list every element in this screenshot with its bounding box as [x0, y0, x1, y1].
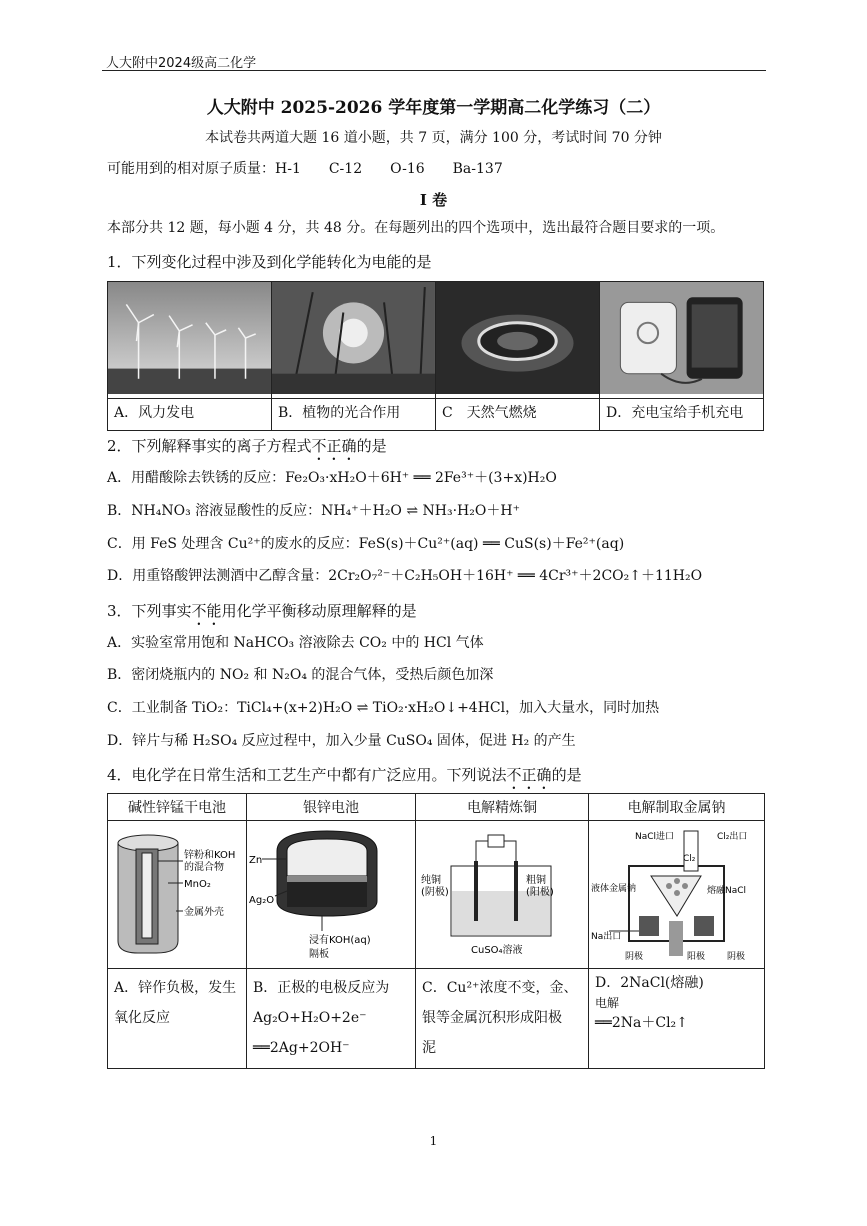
- power-bank-photo: [599, 282, 763, 399]
- q1-option-c: C 天然气燃烧: [435, 399, 599, 431]
- q3-option-a: A．实验室常用饱和 NaHCO₃ 溶液除去 CO₂ 中的 HCl 气体: [107, 635, 484, 651]
- q2-emphasis: 不正确: [311, 437, 357, 455]
- q2-option-b: B．NH₄NO₃ 溶液显酸性的反应：NH₄⁺＋H₂O ⇌ NH₃·H₂O＋H⁺: [107, 503, 520, 519]
- refine-label-anode: (阳极): [526, 887, 554, 898]
- q4-header-2: 银锌电池: [247, 794, 416, 821]
- wind-turbine-photo: [108, 282, 272, 399]
- q4-table: [107, 793, 765, 1069]
- q2-option-d: D．用重铬酸钾法测酒中乙醇含量：2Cr₂O₇²⁻＋C₂H₅OH＋16H⁺ ══ 4Cr³⁺＋2CO₂↑＋11H₂O: [107, 568, 703, 584]
- q1-option-a: A．风力发电: [108, 399, 272, 431]
- sodium-electrolysis-diagram: [589, 821, 765, 969]
- battery-label-3: MnO₂: [184, 879, 211, 890]
- q3-emphasis: 不能: [191, 602, 222, 620]
- refine-label-crude: 粗铜: [526, 875, 546, 886]
- q1-option-d: D．充电宝给手机充电: [599, 399, 763, 431]
- copper-refining-diagram: [416, 821, 589, 969]
- refine-label-cathode: (阴极): [421, 887, 449, 898]
- silver-label-koh: 浸有KOH(aq): [309, 935, 371, 946]
- q3-stem: 3．下列事实不能用化学平衡移动原理解释的是: [107, 602, 417, 620]
- q4-stem: 4．电化学在日常生活和工艺生产中都有广泛应用。下列说法不正确的是: [107, 766, 582, 784]
- q2-option-c: C．用 FeS 处理含 Cu²⁺的废水的反应：FeS(s)＋Cu²⁺(aq) ══ CuS(s)＋Fe²⁺(aq): [107, 536, 625, 552]
- sodium-label-molten: 熔融NaCl: [707, 886, 747, 896]
- section-description: 本部分共 12 题，每小题 4 分，共 48 分。在每题列出的四个选项中，选出最符合题目要求的一项。: [107, 220, 725, 236]
- alkaline-battery-diagram: [108, 821, 247, 969]
- sodium-label-nacl-in: NaCl进口: [635, 832, 675, 842]
- sodium-label-anode: 阳极: [687, 952, 706, 962]
- q4-option-c: C．Cu²⁺浓度不变，金、 银等金属沉积形成阳极 泥: [416, 969, 589, 1069]
- q1-table: [107, 281, 764, 431]
- sodium-label-cathode-right: 阴极: [727, 952, 746, 962]
- sodium-label-na-out: Na出口: [591, 932, 622, 942]
- q4-option-d: D．2NaCl(熔融) 电解 ══2Na＋Cl₂↑: [589, 969, 765, 1069]
- sodium-label-liquid-na: 液体金属钠: [591, 884, 637, 894]
- q3-option-b: B．密闭烧瓶内的 NO₂ 和 N₂O₄ 的混合气体，受热后颜色加深: [107, 667, 494, 683]
- q3-option-c: C．工业制备 TiO₂：TiCl₄+(x+2)H₂O ⇌ TiO₂·xH₂O↓+4HCl，加入大量水，同时加热: [107, 700, 660, 716]
- atomic-masses: 可能用到的相对原子质量：H-1 C-12 O-16 Ba-137: [107, 161, 503, 177]
- page-header: 人大附中2024级高二化学: [106, 56, 257, 71]
- q4-header-4: 电解制取金属钠: [589, 794, 765, 821]
- q4-header-1: 碱性锌锰干电池: [108, 794, 247, 821]
- sodium-label-cathode-left: 阴极: [625, 952, 644, 962]
- battery-label-1: 锌粉和KOH: [184, 850, 236, 861]
- q2-stem: 2．下列解释事实的离子方程式不正确的是: [107, 437, 387, 455]
- silver-label-zn: Zn: [249, 855, 263, 866]
- q3-option-d: D．锌片与稀 H₂SO₄ 反应过程中，加入少量 CuSO₄ 固体，促进 H₂ 的产生: [107, 733, 576, 749]
- battery-label-2: 的混合物: [184, 862, 224, 873]
- q1-option-b: B．植物的光合作用: [271, 399, 435, 431]
- exam-title: 人大附中 2025-2026 学年度第一学期高二化学练习（二）: [206, 98, 661, 118]
- sodium-label-cl2-out: Cl₂出口: [717, 832, 748, 842]
- sodium-label-cl2: Cl₂: [683, 854, 696, 864]
- q4-emphasis: 不正确: [506, 766, 552, 784]
- silver-label-separator: 隔板: [309, 949, 329, 960]
- header-rule: [102, 70, 766, 71]
- refine-label-pure: 纯铜: [421, 875, 441, 886]
- battery-label-4: 金属外壳: [184, 907, 224, 918]
- q4-option-b: B．正极的电极反应为 Ag₂O+H₂O+2e⁻ ══2Ag+2OH⁻: [247, 969, 416, 1069]
- q4-option-a: A．锌作负极，发生 氧化反应: [108, 969, 247, 1069]
- refine-label-solution: CuSO₄溶液: [471, 945, 523, 956]
- section-title: I 卷: [419, 191, 448, 209]
- page-number: 1: [429, 1134, 438, 1148]
- exam-subtitle: 本试卷共两道大题 16 道小题，共 7 页，满分 100 分，考试时间 70 分钟: [205, 130, 662, 146]
- silver-label-ag2o: Ag₂O: [249, 895, 275, 906]
- gas-burner-photo: [435, 282, 599, 399]
- silver-zinc-battery-diagram: [247, 821, 416, 969]
- q2-option-a: A．用醋酸除去铁锈的反应：Fe₂O₃·xH₂O＋6H⁺ ══ 2Fe³⁺＋(3+x)H₂O: [107, 470, 557, 486]
- q1-stem: 1．下列变化过程中涉及到化学能转化为电能的是: [107, 253, 432, 271]
- q4-header-3: 电解精炼铜: [416, 794, 589, 821]
- plant-photo: [271, 282, 435, 399]
